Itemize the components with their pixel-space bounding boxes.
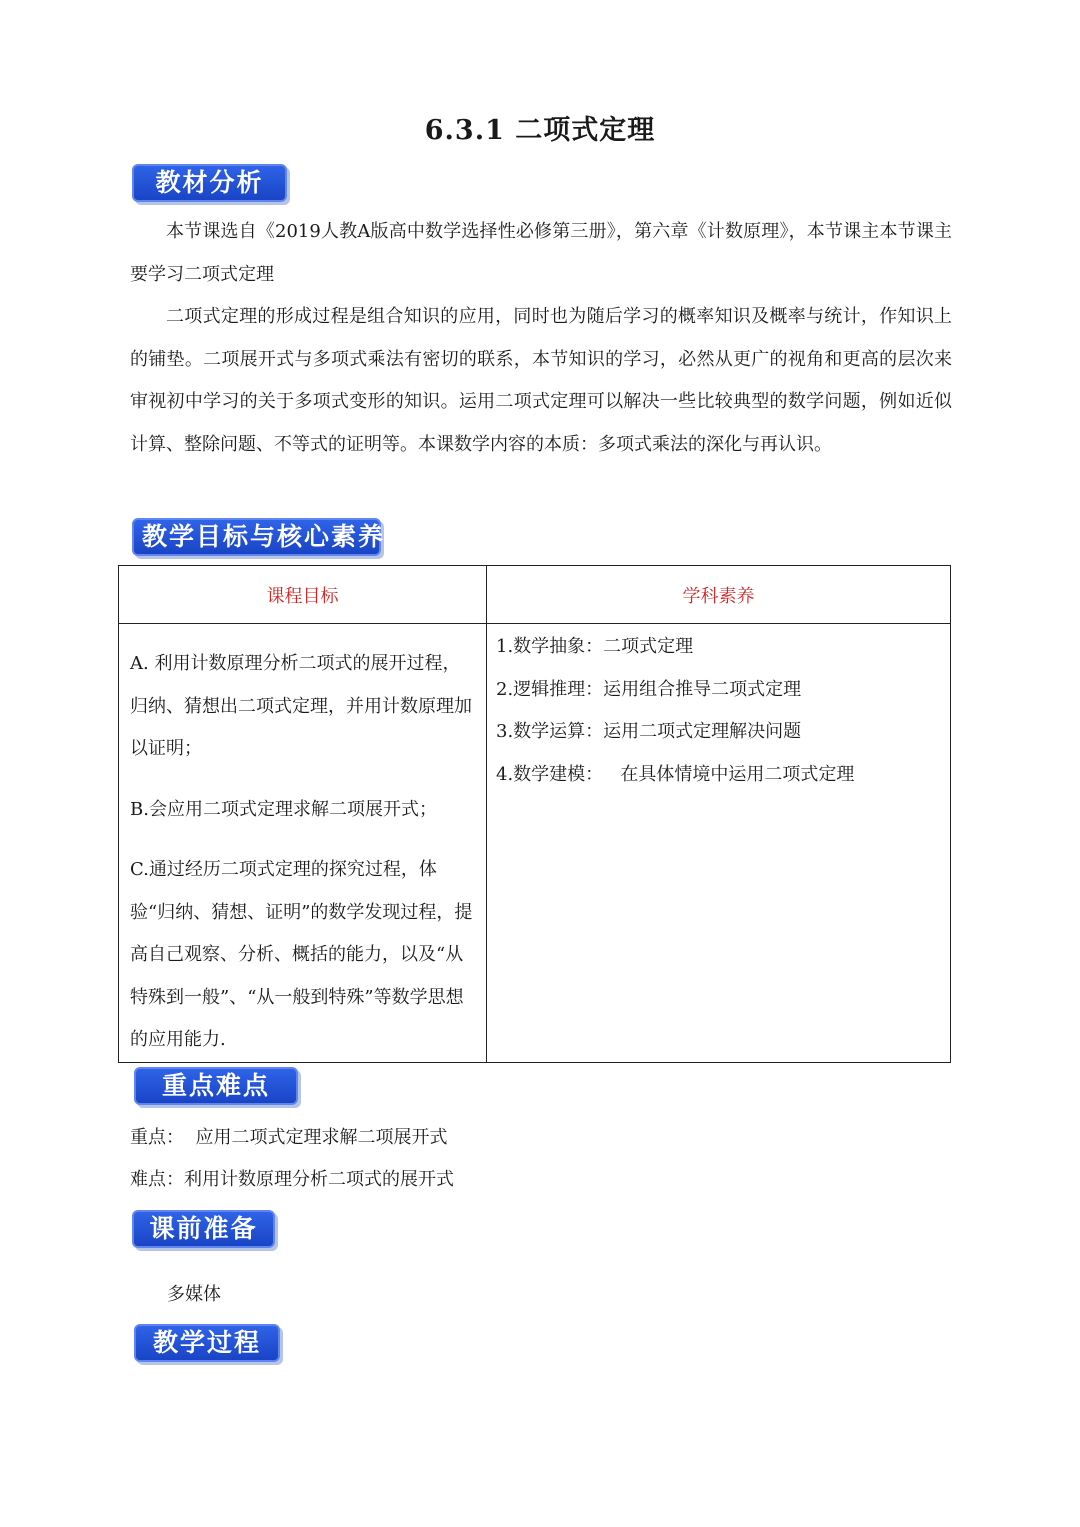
analysis-paragraph-1: 本节课选自《2019人教A版高中数学选择性必修第三册》，第六章《计数原理》，本节课主本节课主要学习二项式定理 [130, 221, 952, 285]
literacy-item: 4.数学建模： 在具体情境中运用二项式定理 [496, 763, 855, 785]
section-banner-process: 教学过程 [134, 1324, 280, 1362]
literacy-item: 1.数学抽象：二项式定理 [496, 636, 694, 657]
goals-table [118, 565, 951, 1063]
header-subject-literacy: 学科素养 [487, 566, 951, 624]
table-header-row [119, 566, 951, 624]
section-banner-preparation: 课前准备 [132, 1210, 275, 1248]
objective-item: C.通过经历二项式定理的探究过程，体验“归纳、猜想、证明”的数学发现过程，提高自己观察、分析、概括的能力，以及“从特殊到一般”、“从一般到特殊”等数学思想的应用能力. [130, 859, 473, 1050]
table-row [119, 624, 951, 1063]
literacy-cell [487, 624, 951, 1063]
key-point-difficulty: 难点：利用计数原理分析二项式的展开式 [130, 1169, 454, 1190]
preparation-text: 多媒体 [167, 1284, 221, 1305]
header-course-goals: 课程目标 [119, 566, 487, 624]
objectives-cell [119, 624, 487, 1063]
section-banner-analysis: 教材分析 [132, 164, 287, 202]
key-point-focus: 重点： 应用二项式定理求解二项展开式 [130, 1127, 448, 1148]
analysis-paragraph-2: 二项式定理的形成过程是组合知识的应用，同时也为随后学习的概率知识及概率与统计，作知识上的铺垫。二项展开式与多项式乘法有密切的联系，本节知识的学习，必然从更广的视角和更高的层次来审视初中学习的关于多项式变形的知识。运用二项式定理可以解决一些比较典型的数学问题，例如近似计算、整除问题、不等式的证明等。本课数学内容的本质：多项式乘法的深化与再认识。 [130, 306, 952, 455]
objective-item: A. 利用计数原理分析二项式的展开过程，归纳、猜想出二项式定理，并用计数原理加以证明； [130, 653, 472, 759]
literacy-item: 3.数学运算：运用二项式定理解决问题 [496, 721, 802, 742]
literacy-item: 2.逻辑推理：运用组合推导二项式定理 [496, 678, 802, 700]
section-banner-key-points: 重点难点 [134, 1067, 298, 1105]
objective-item: B.会应用二项式定理求解二项展开式； [130, 798, 437, 820]
page-title: 6.3.1 二项式定理 [424, 115, 656, 146]
section-banner-goals: 教学目标与核心素养 [132, 518, 381, 556]
